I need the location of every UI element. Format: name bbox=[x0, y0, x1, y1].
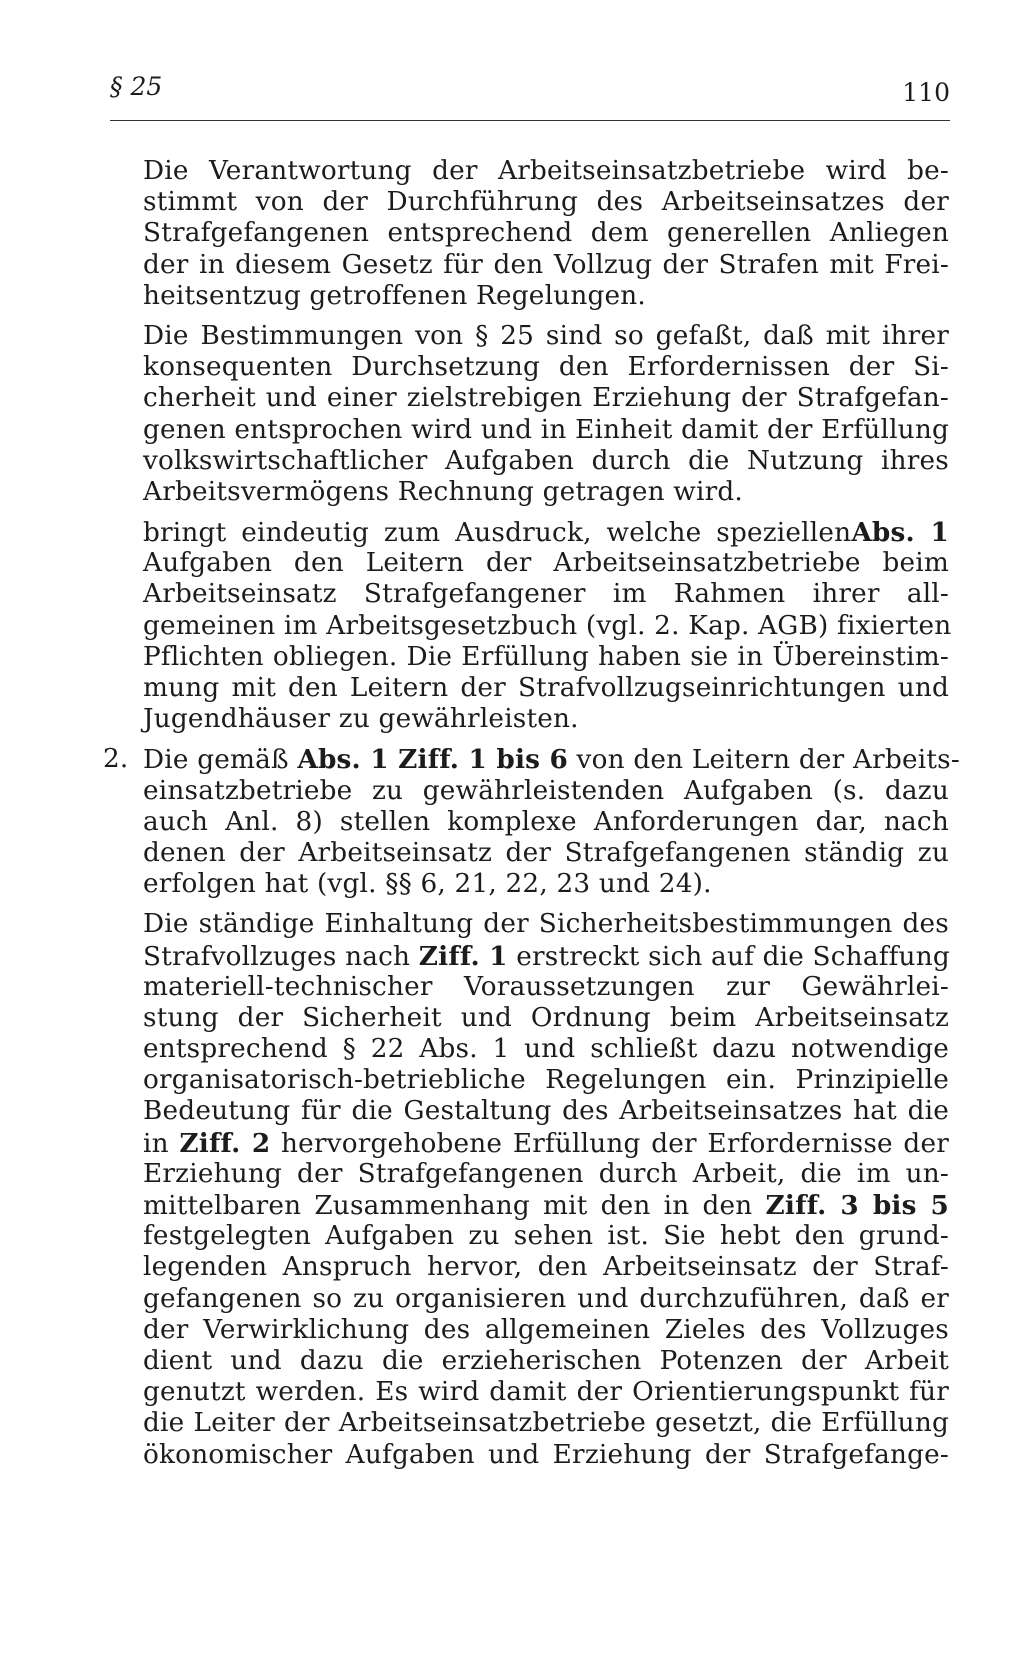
text-line: ökonomischer Aufgaben und Erziehung der Strafgefange- bbox=[143, 1439, 949, 1470]
bold-reference: Ziff. 2 bbox=[179, 1127, 271, 1159]
text-line: der in diesem Gesetz für den Vollzug der Strafen mit Frei- bbox=[143, 249, 949, 280]
text-line bbox=[143, 517, 949, 548]
text-segment: von den Leitern der Arbeits- bbox=[568, 745, 960, 776]
text-line: Strafgefangenen entsprechend dem generellen Anliegen bbox=[143, 218, 949, 249]
text-line: organisatorisch-betriebliche Regelungen ein. Prinzipielle bbox=[143, 1065, 949, 1096]
bold-reference: Abs. 1 bbox=[851, 517, 950, 549]
text-line: Die Verantwortung der Arbeitseinsatzbetriebe wird be- bbox=[143, 156, 949, 186]
paragraph bbox=[143, 321, 949, 508]
text-line: denen der Arbeitseinsatz der Strafgefangenen ständig zu bbox=[143, 837, 949, 868]
text-line: cherheit und einer zielstrebigen Erziehung der Strafgefan- bbox=[143, 383, 949, 414]
paragraph bbox=[103, 744, 960, 900]
text-line: genutzt werden. Es wird damit der Orientierungspunkt für bbox=[143, 1377, 949, 1408]
paragraph bbox=[143, 517, 952, 735]
text-line: Aufgaben den Leitern der Arbeitseinsatzbetriebe beim bbox=[143, 548, 949, 579]
text-line: auch Anl. 8) stellen komplexe Anforderungen dar, nach bbox=[143, 806, 949, 837]
paragraph bbox=[143, 156, 949, 312]
text-segment: mittelbaren Zusammenhang mit den in den bbox=[143, 1191, 766, 1221]
page-number: 110 bbox=[902, 78, 950, 107]
body-text bbox=[103, 156, 960, 1480]
bold-reference: Ziff. 1 bbox=[418, 940, 508, 972]
paragraph bbox=[143, 909, 949, 1470]
text-line: Arbeitsvermögens Rechnung getragen wird. bbox=[143, 476, 743, 507]
text-segment: Die gemäß bbox=[143, 745, 298, 776]
text-segment: hervorgehobene Erfüllung der Erfordernisse der bbox=[270, 1128, 949, 1159]
text-line: volkswirtschaftlicher Aufgaben durch die Nutzung ihres bbox=[143, 445, 949, 476]
text-line: Die Bestimmungen von § 25 sind so gefaßt, daß mit ihrer bbox=[143, 320, 949, 351]
page-header bbox=[110, 72, 950, 112]
text-line: genen entsprochen wird und in Einheit damit der Erfüllung bbox=[143, 414, 949, 445]
text-line bbox=[143, 744, 960, 776]
list-number: 2. bbox=[103, 744, 129, 775]
text-segment: in bbox=[143, 1128, 180, 1159]
section-marker: § 25 bbox=[110, 72, 163, 101]
text-segment: bringt eindeutig zum Ausdruck, welche speziellen bbox=[143, 518, 852, 549]
text-line bbox=[143, 1128, 949, 1159]
text-line: Die ständige Einhaltung der Sicherheitsbestimmungen des bbox=[143, 909, 949, 940]
text-line: entsprechend § 22 Abs. 1 und schließt dazu notwendige bbox=[143, 1034, 949, 1065]
text-segment: erstreckt sich auf die Schaffung bbox=[507, 941, 950, 972]
text-line: stimmt von der Durchführung des Arbeitseinsatzes der bbox=[143, 187, 949, 218]
text-line bbox=[143, 1190, 949, 1221]
text-line: dient und dazu die erzieherischen Potenzen der Arbeit bbox=[143, 1345, 949, 1376]
text-line: Pflichten obliegen. Die Erfüllung haben sie in Übereinstim- bbox=[143, 641, 949, 672]
text-line: gemeinen im Arbeitsgesetzbuch (vgl. 2. Kap. AGB) fixierten bbox=[143, 610, 952, 641]
text-line: stung der Sicherheit und Ordnung beim Arbeitseinsatz bbox=[143, 1002, 949, 1033]
text-line: einsatzbetriebe zu gewährleistenden Aufgaben (s. dazu bbox=[143, 775, 949, 806]
text-line: der Verwirklichung des allgemeinen Zieles des Vollzuges bbox=[143, 1314, 949, 1345]
text-line: konsequenten Durchsetzung den Erfordernissen der Si- bbox=[143, 352, 949, 383]
bold-reference: Abs. 1 Ziff. 1 bis 6 bbox=[297, 744, 568, 776]
text-line: heitsentzug getroffenen Regelungen. bbox=[143, 280, 646, 311]
text-line: materiell-technischer Voraussetzungen zur Gewährlei- bbox=[143, 971, 949, 1002]
text-line: die Leiter der Arbeitseinsatzbetriebe gesetzt, die Erfüllung bbox=[143, 1408, 949, 1439]
text-line: erfolgen hat (vgl. §§ 6, 21, 22, 23 und 24). bbox=[143, 869, 712, 900]
header-rule bbox=[110, 120, 950, 121]
bold-reference: Ziff. 3 bis 5 bbox=[765, 1190, 949, 1221]
text-line: legenden Anspruch hervor, den Arbeitseinsatz der Straf- bbox=[143, 1252, 949, 1283]
text-line: festgelegten Aufgaben zu sehen ist. Sie hebt den grund- bbox=[143, 1221, 949, 1252]
text-line: mung mit den Leitern der Strafvollzugseinrichtungen und bbox=[143, 673, 949, 703]
text-line: Jugendhäuser zu gewährleisten. bbox=[143, 704, 579, 735]
text-line: Erziehung der Strafgefangenen durch Arbeit, die im un- bbox=[143, 1158, 949, 1189]
text-line bbox=[143, 941, 949, 972]
text-segment: Strafvollzuges nach bbox=[143, 941, 419, 972]
text-line: Arbeitseinsatz Strafgefangener im Rahmen ihrer all- bbox=[143, 579, 949, 610]
text-line: Bedeutung für die Gestaltung des Arbeitseinsatzes hat die bbox=[143, 1096, 949, 1127]
text-line: gefangenen so zu organisieren und durchzuführen, daß er bbox=[143, 1283, 949, 1314]
